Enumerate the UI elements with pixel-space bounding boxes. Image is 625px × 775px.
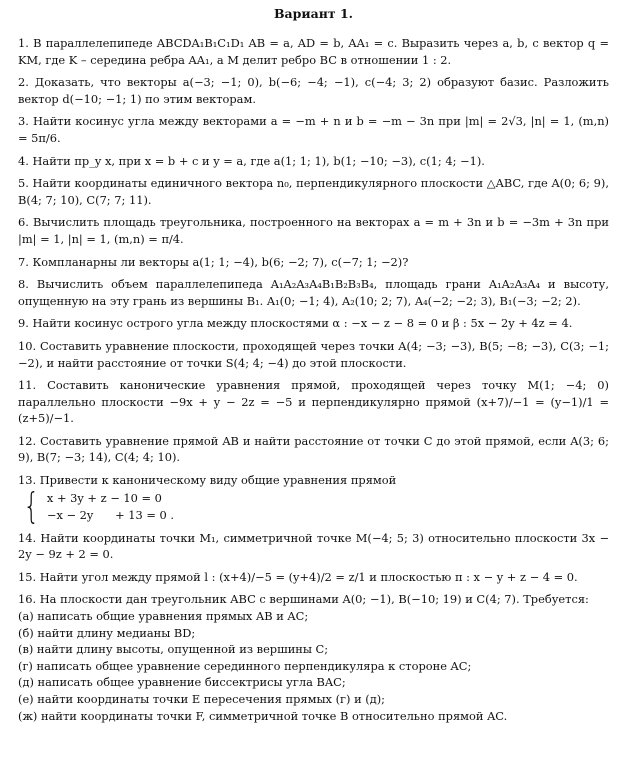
problem-7: 7. Компланарны ли векторы a(1; 1; −4), b(6; −2; 7), c(−7; 1; −2)? bbox=[18, 254, 409, 269]
problem-2: 2. Доказать, что векторы a(−3; −1; 0), b(−6; −4; −1), c(−4; 3; 2) образуют базис. Разложить вектор d(−10; −1; 1) по этим векторам. bbox=[18, 75, 609, 106]
problem-16: 16. На плоскости дан треугольник ABC с вершинами A(0; −1), B(−10; 19) и C(4; 7). Требуется: bbox=[18, 592, 589, 607]
subtask-b: (б) найти длину медианы BD; bbox=[18, 625, 196, 640]
page-title: Вариант 1. bbox=[273, 6, 354, 21]
problem-10: 10. Составить уравнение плоскости, проходящей через точки A(4; −3; −3), B(5; −8; −3), C(3; −1; −2), и найти расстояние от точки S(4; 4; −4) до этой плоскости. bbox=[18, 338, 609, 370]
equation-system bbox=[20, 485, 609, 527]
system-equation-1: x + 3y + z − 10 = 0 bbox=[46, 490, 162, 505]
subtask-c: (в) найти длину высоты, опущенной из вершины C; bbox=[18, 642, 329, 657]
subtask-a: (а) написать общие уравнения прямых AB и AC; bbox=[18, 609, 309, 624]
subtask-g: (ж) найти координаты точки F, симметричной точке B относительно прямой AC. bbox=[18, 708, 508, 723]
problem-4: 4. Найти пр_y x, при x = b + c и y = a, где a(1; 1; 1), b(1; −10; −3), c(1; 4; −1). bbox=[18, 153, 485, 168]
problem-13: 13. Привести к каноническому виду общие уравнения прямой bbox=[18, 473, 397, 488]
system-equation-2: −x − 2y + 13 = 0 . bbox=[46, 507, 174, 522]
brace-symbol: { bbox=[23, 485, 40, 527]
problem-8: 8. Вычислить объем параллелепипеда A₁A₂A₃A₄B₁B₂B₃B₄, площадь грани A₁A₂A₃A₄ и высоту, опущенную на эту грань из вершины B₁. A₁(0; −1; 4), A₂(10; 2; 7), A₄(−2; −2; 3), B₁(−3; −2; 2). bbox=[18, 277, 609, 308]
problem-3: 3. Найти косинус угла между векторами a = −m + n и b = −m − 3n при |m| = 2√3, |n| = 1, (m,n) = 5π/6. bbox=[18, 114, 609, 145]
problem-14: 14. Найти координаты точки M₁, симметричной точке M(−4; 5; 3) относительно плоскости 3x − 2y − 9z + 2 = 0. bbox=[18, 530, 609, 562]
problem-12: 12. Составить уравнение прямой AB и найти расстояние от точки C до этой прямой, если A(3; 6; 9), B(7; −3; 14), C(4; 4; 10). bbox=[18, 433, 609, 465]
problem-1: 1. В параллелепипеде ABCDA₁B₁C₁D₁ AB = a, AD = b, AA₁ = c. Выразить через a, b, c вектор q = KM, где K – середина ребра AA₁, а M делит ребро BC в отношении 1 : 2. bbox=[18, 36, 609, 67]
subtask-e: (д) написать общее уравнение биссектрисы угла BAC; bbox=[18, 675, 346, 690]
problem-11: 11. Составить канонические уравнения прямой, проходящей через точку M(1; −4; 0) параллельно плоскости −9x + y − 2z = −5 и перпендикулярно прямой (x+7)/−1 = (y−1)/1 = (z+5)/−1. bbox=[18, 378, 609, 426]
problem-5: 5. Найти координаты единичного вектора n₀, перпендикулярного плоскости △ABC, где A(0; 6; 9), B(4; 7; 10), C(7; 7; 11). bbox=[18, 176, 609, 207]
subtask-f: (е) найти координаты точки E пересечения прямых (г) и (д); bbox=[18, 692, 386, 706]
problem-9: 9. Найти косинус острого угла между плоскостями α : −x − z − 8 = 0 и β : 5x − 2y + 4z = 4. bbox=[18, 316, 573, 331]
problem-6: 6. Вычислить площадь треугольника, построенного на векторах a = m + 3n и b = −3m + 3n при |m| = 1, |n| = 1, (m,n) = π/4. bbox=[18, 215, 609, 246]
subtask-d: (г) написать общее уравнение серединного перпендикуляра к стороне AC; bbox=[18, 658, 472, 673]
problem-15: 15. Найти угол между прямой l : (x+4)/−5 = (y+4)/2 = z/1 и плоскостью π : x − y + z − 4 = 0. bbox=[18, 569, 578, 584]
